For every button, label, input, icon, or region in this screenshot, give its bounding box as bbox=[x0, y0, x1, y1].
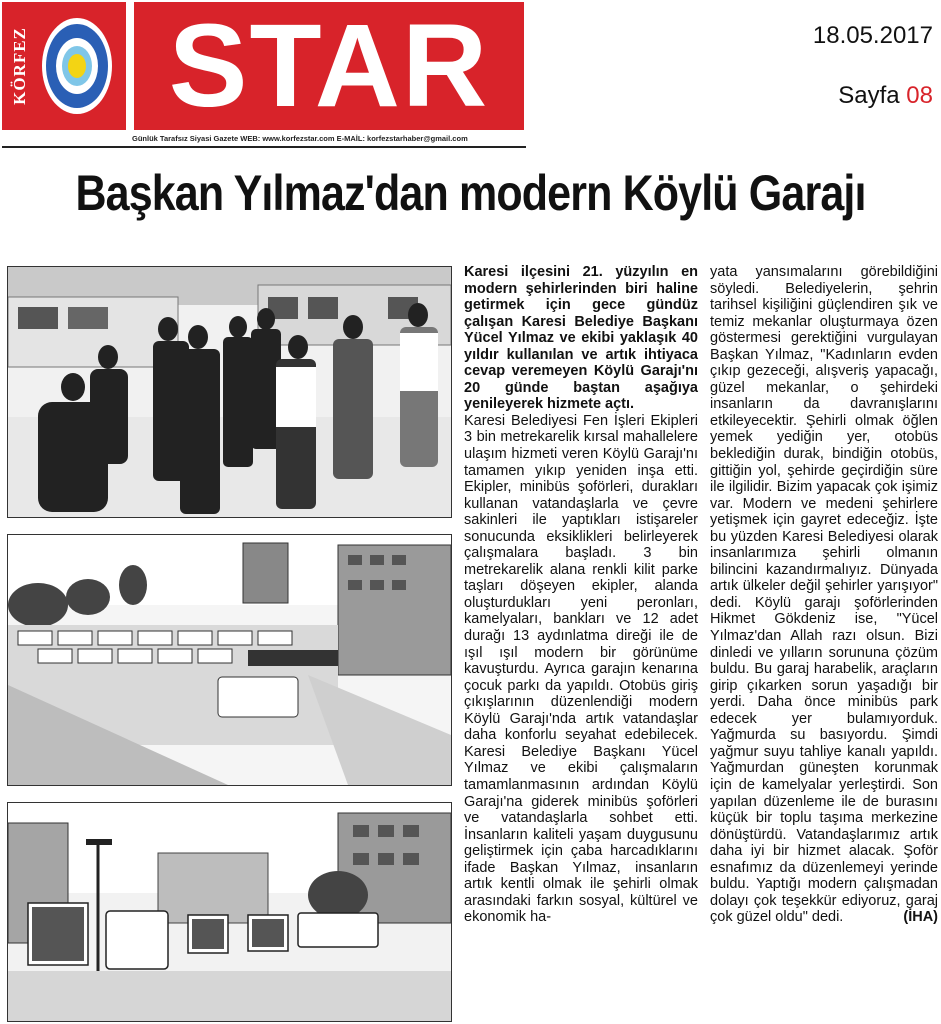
page-label: Sayfa bbox=[838, 82, 900, 109]
article-column-1 bbox=[464, 264, 698, 926]
masthead bbox=[2, 2, 526, 134]
page-number bbox=[838, 82, 933, 110]
photo-aerial-garage bbox=[7, 534, 452, 786]
article-body-col2 bbox=[710, 264, 938, 926]
korfez-label: KÖRFEZ bbox=[10, 27, 29, 105]
masthead-tagline: Günlük Tarafsız Siyasi Gazete WEB: www.korfezstar.com E-MAİL: korfezstarhaber@gmail.com bbox=[132, 134, 468, 143]
korfez-logo-box bbox=[2, 2, 126, 130]
photo-officials bbox=[7, 266, 452, 518]
article-headline: Başkan Yılmaz'dan modern Köylü Garajı bbox=[75, 165, 866, 221]
page-num: 08 bbox=[906, 82, 933, 109]
star-logo-box bbox=[134, 2, 524, 130]
nazar-eye-icon bbox=[42, 18, 112, 114]
article-body-col1: Karesi Belediyesi Fen İşleri Ekipleri 3 bin metrekarelik kırsal mahallelere ulaşım hizmeti veren Köylü Garajı'nı tamamen yıkıp yeniden inşa etti. Ekipler, minibüs şoförleri, durakları kullanan vatandaşlarla ve çevre sakinleri ile yaptıkları istişareler sonucunda eksiklikleri belirleyerek çalışmalara başladı. 3 bin metrekarelik alana renkli kilit parke taşları döşeyen ekipler, alanda oluşturdukları yeni peronları, kamelyaları, bankları ve 12 adet durağı 13 aydınlatma direği ile de ışıl ışıl modern bir görünüme kavuşturdu. Ayrıca garajın kenarına çocuk parkı da yapıldı. Otobüs giriş çıkışlarının düzenlendiği modern Köylü Garajı'nda artık vatandaşlar daha konforlu seyahat edebilecek. Karesi Belediye Başkanı Yücel Yılmaz ve ekibi çalışmaların tamamlanmasının ardından Köylü Garajı'na giderek minibüs şoförleri ve vatandaşlarla sohbet etti. İnsanların kaliteli yaşam duygusunu geliştirmek için çaba harcadıklarını ifade Başkan Yılmaz, insanların artık kentli olmak ile şehirli olmak arasındaki farkın sosyal, kültürel ve ekonomik ha- bbox=[464, 412, 698, 926]
news-agency-credit: (İHA) bbox=[903, 909, 938, 926]
masthead-divider bbox=[2, 146, 526, 148]
star-logo-text: STAR bbox=[168, 0, 490, 132]
article-body-col2-text: yata yansımalarını görebildiğini söyledi. Belediyelerin, şehrin tarihsel kişiliğini güçlendiren şık ve temiz mekanlar oluşturmaya özen göstermesi gerektiğini vurgulayan Başkan Yılmaz, "Kadınların evden çıkıp gezeceği, alışveriş yapacağı, güzel mekanlar, o şehirdeki insanların da davranışlarını etkileyecektir. Şehirli olmak öğlen yemek yediğin yer, otobüs beklediğin durak, bindiğin otobüs, gittiğin yol, şehirde geçirdiğin süre ile ilgilidir. Bizim yapacak çok işimiz var. Modern ve medeni şehirlere yetişmek için gayret edeceğiz. İşte bu yüzden Karesi Belediyesi olarak insanlarımıza şehirli olmanın bilincini kazandırmalıyız. Dünyada artık ülkeler değil şehirler yarışıyor" dedi. Köylü garajı şoförlerinden Hikmet Gökdeniz ise, "Yücel Yılmaz'dan Allah razı olsun. Bizi dinledi ve yılların sorununa çözüm buldu. Bu garaj harabelik, araçların girip çıkarken sorun yaşadığı bir yerdi. Daha önce minibüs park edecek yer bulamıyorduk. Yağmurda su basıyordu. Şimdi yağmur suyu tahliye kanalı yapıldı. Yağmurdan güneşten korunmak için de kamelyalar yerleştirdi. Son yapılan düzenleme ile de burasını küçük bir toplu taşıma merkezine dönüştürdü. Vatandaşlarımız artık daha iyi bir hizmet alacak. Şoför esnafımız da düzenlemeyi yerinde buldu. Yaptığı modern çalışmadan dolayı çok teşekkür ediyoruz, garaj çok güzel oldu" dedi. bbox=[710, 264, 938, 926]
photo-garage-shelters bbox=[7, 802, 452, 1022]
article-column-2 bbox=[710, 264, 938, 926]
article-lead: Karesi ilçesini 21. yüzyılın en modern şehirlerinden biri haline getirmek için gece gündüz çalışan Karesi Belediye Başkanı Yücel Yılmaz ve ekibi yaklaşık 40 yıldır kullanılan ve artık ihtiyaca cevap veremeyen Köylü Garajı'nı 20 günde baştan aşağıya yenileyerek hizmete açtı. bbox=[464, 264, 698, 413]
issue-date: 18.05.2017 bbox=[812, 22, 933, 49]
